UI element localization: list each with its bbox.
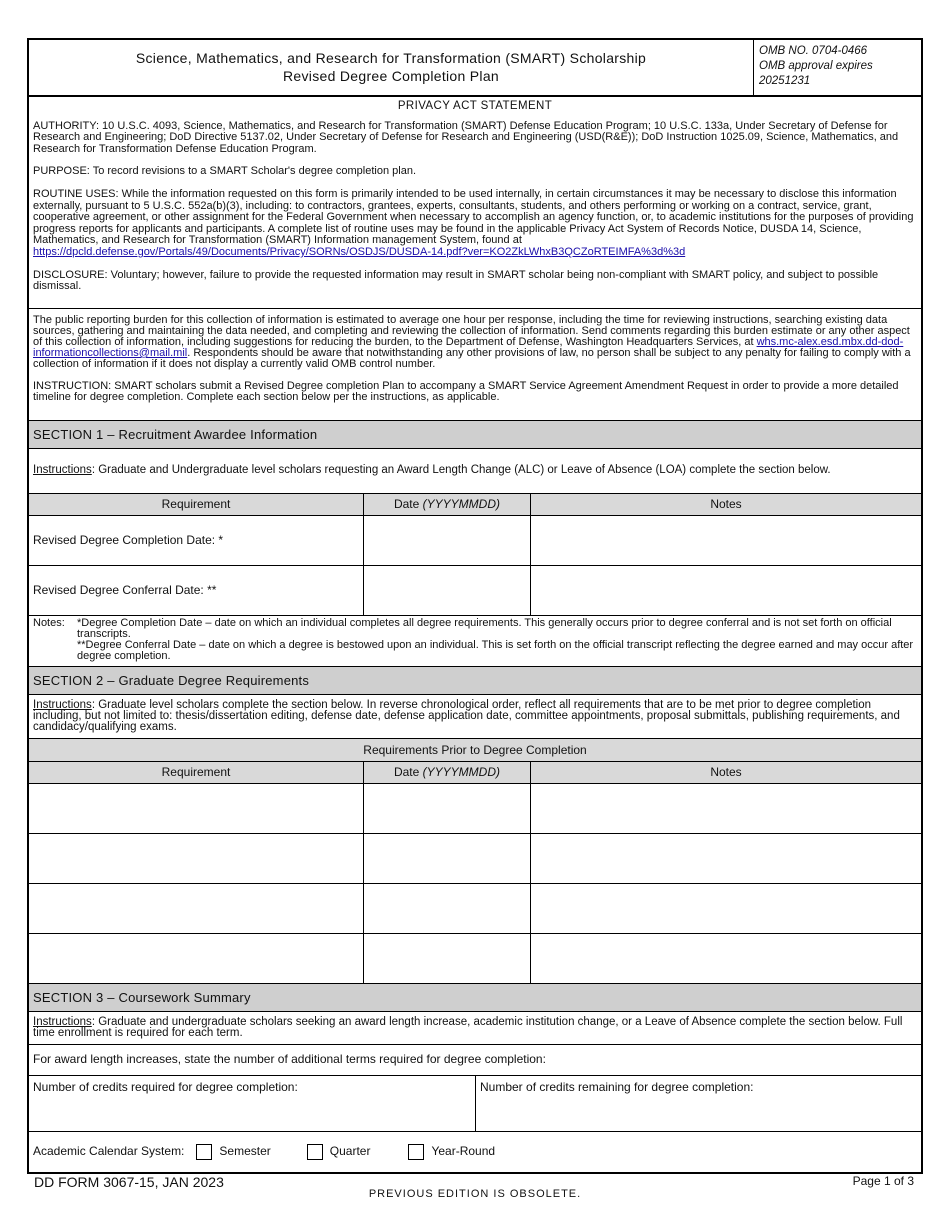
col-requirement: Requirement	[29, 762, 364, 783]
col-date	[364, 762, 531, 783]
obsolete-notice: PREVIOUS EDITION IS OBSOLETE.	[368, 1188, 582, 1200]
privacy-purpose: PURPOSE: To record revisions to a SMART Scholar's degree completion plan.	[33, 165, 417, 178]
section1-table-header	[29, 494, 921, 516]
year-round-label: Year-Round	[431, 1144, 496, 1159]
completion-date-notes-field[interactable]	[531, 516, 921, 565]
form-header	[29, 40, 921, 97]
col-date-label: Date	[393, 497, 420, 511]
form-title-line2: Revised Degree Completion Plan	[283, 68, 499, 84]
notes-field[interactable]	[531, 784, 921, 833]
credits-remaining-field[interactable]: Number of credits remaining for degree completion:	[480, 1080, 754, 1094]
omb-expires-label: OMB approval expires	[759, 60, 873, 72]
date-field[interactable]	[364, 834, 531, 883]
section1-instructions	[29, 449, 921, 494]
semester-checkbox[interactable]	[196, 1144, 212, 1160]
col-date	[364, 494, 531, 515]
col-date-label: Date	[393, 765, 420, 779]
quarter-option[interactable]	[307, 1144, 371, 1160]
notes-field[interactable]	[531, 934, 921, 983]
col-notes: Notes	[710, 765, 742, 779]
conferral-date-field[interactable]	[364, 566, 531, 615]
section1-notes	[29, 616, 921, 667]
section2-header: SECTION 2 – Graduate Degree Requirements	[29, 667, 921, 695]
omb-number: OMB NO. 0704-0466	[759, 45, 868, 57]
credits-row	[29, 1076, 921, 1132]
section2-instructions	[29, 695, 921, 739]
note-completion: *Degree Completion Date – date on which an individual completes all degree requirements. This generally occurs prior to degree conferral and is not set forth on official transcripts.	[77, 617, 892, 640]
form-title-line1: Science, Mathematics, and Research for Transformation (SMART) Scholarship	[135, 50, 647, 66]
requirement-field[interactable]	[29, 834, 364, 883]
privacy-authority: AUTHORITY: 10 U.S.C. 4093, Science, Mathematics, and Research for Transformation (SMART) Defense Education Program; 10 U.S.C. 133a, Under Secretary of Defense for Research and Engineering; DoD Directive 5137.02, Under Secretary of Defense for Research and Engineering (USD(R&E)); DoD Instruction 1025.09, Science, Mathematics, and Research for Transformation Defense Education Program.	[33, 119, 899, 155]
page-number: Page 1 of 3	[852, 1174, 914, 1188]
table-row	[29, 834, 921, 884]
requirement-field[interactable]	[29, 884, 364, 933]
section3-instructions	[29, 1012, 921, 1045]
table-row	[29, 784, 921, 834]
form-id: DD FORM 3067-15, JAN 2023	[34, 1174, 224, 1190]
table-row	[29, 566, 921, 616]
omb-expires-date: 20251231	[759, 75, 811, 87]
section1-header: SECTION 1 – Recruitment Awardee Information	[29, 421, 921, 449]
form-instruction: INSTRUCTION: SMART scholars submit a Revised Degree completion Plan to accompany a SMART Service Agreement Amendment Request in order to provide a more detailed timeline for degree completion. Complete each section below per the instructions, as applicable.	[33, 380, 899, 403]
date-field[interactable]	[364, 934, 531, 983]
col-requirement: Requirement	[29, 494, 364, 515]
year-round-option[interactable]	[408, 1144, 495, 1160]
section2-instructions-text: : Graduate level scholars complete the section below. In reverse chronological order, reflect all requirements that are to be met prior to degree completion including, but not limited to: thesis/dissertation editing, defense date, defense application date, committee appointments, proposal submittals, publishing requirements, and candidacy/qualifying exams.	[33, 699, 900, 733]
burden-text-before: The public reporting burden for this collection of information is estimated to average one hour per response, including the time for reviewing instructions, searching existing data sources, gathering and maintaining the data needed, and completing and reviewing the collection of information. Send comments regarding this burden estimate or any other aspect of this collection of information, including suggestions for reducing the burden, to the Department of Defense, Washington Headquarters Services, at	[33, 314, 910, 348]
quarter-label: Quarter	[329, 1144, 371, 1159]
section2-instructions-label: Instructions	[33, 699, 92, 711]
table-row	[29, 934, 921, 984]
conferral-date-notes-field[interactable]	[531, 566, 921, 615]
table-row	[29, 516, 921, 566]
section2-subheader: Requirements Prior to Degree Completion	[29, 739, 921, 762]
year-round-checkbox[interactable]	[408, 1144, 424, 1160]
notes-label: Notes:	[33, 617, 65, 629]
col-notes: Notes	[710, 497, 742, 511]
credits-required-field[interactable]: Number of credits required for degree completion:	[29, 1076, 476, 1131]
form-title	[29, 40, 753, 95]
section3-instructions-text: : Graduate and undergraduate scholars seeking an award length increase, academic institution change, or a Leave of Absence complete the section below. Full time enrollment is required for each term.	[33, 1016, 903, 1039]
burden-statement	[29, 309, 921, 421]
burden-email-link[interactable]: whs.mc-alex.esd.mbx.dd-dod-informationcollections@mail.mil	[33, 336, 904, 359]
table-row	[29, 884, 921, 934]
burden-text-after: . Respondents should be aware that notwithstanding any other provisions of law, no person shall be subject to any penalty for failing to comply with a collection of information if it does not display a currently valid OMB control number.	[33, 347, 911, 370]
privacy-act-statement	[29, 97, 921, 309]
section3-instructions-label: Instructions	[33, 1016, 92, 1028]
notes-field[interactable]	[531, 884, 921, 933]
col-date-format: (YYYYMMDD)	[422, 765, 501, 779]
semester-label: Semester	[219, 1144, 271, 1159]
note-row-1	[33, 618, 917, 640]
section2-table-header	[29, 762, 921, 784]
note-row-2	[33, 640, 917, 662]
privacy-routine-uses	[33, 189, 917, 259]
academic-calendar-row	[29, 1132, 921, 1172]
omb-box	[753, 40, 921, 95]
col-date-format: (YYYYMMDD)	[422, 497, 501, 511]
sorn-link[interactable]: https://dpcld.defense.gov/Portals/49/Documents/Privacy/SORNs/OSDJS/DUSDA-14.pdf?ver=KO2ZkLWhxB3QCZoRTEIMFA%3d%3d	[33, 245, 686, 258]
requirement-field[interactable]	[29, 934, 364, 983]
date-field[interactable]	[364, 784, 531, 833]
calendar-label: Academic Calendar System:	[33, 1144, 185, 1159]
section1-instructions-text: : Graduate and Undergraduate level scholars requesting an Award Length Change (ALC) or Leave of Absence (LOA) complete the section below.	[91, 464, 831, 476]
additional-terms-field[interactable]: For award length increases, state the number of additional terms required for degree completion:	[29, 1045, 921, 1076]
privacy-disclosure: DISCLOSURE: Voluntary; however, failure to provide the requested information may result in SMART scholar being non-compliant with SMART policy, and subject to possible dismissal.	[33, 268, 879, 293]
completion-date-label: Revised Degree Completion Date: *	[29, 516, 364, 565]
conferral-date-label: Revised Degree Conferral Date: **	[29, 566, 364, 615]
routine-uses-text: ROUTINE USES: While the information requested on this form is primarily intended to be used internally, in certain circumstances it may be necessary to disclose this information externally, pursuant to 5 U.S.C. 552a(b)(3), including: to contractors, grantees, experts, consultants, students, and others performing or working on a contract, service, grant, cooperative agreement, or other assignment for the Federal Government when necessary to accomplish an agency function, or, to academic institutions for the purposes of providing progress reports for applicants and participants. A complete list of routine uses may be found in the applicable Privacy Act System of Records Notice, DUSDA 14, Science, Mathematics, and Research for Transformation (SMART) Information management System, found at	[33, 187, 914, 247]
quarter-checkbox[interactable]	[307, 1144, 323, 1160]
form-container	[27, 38, 923, 1174]
requirement-field[interactable]	[29, 784, 364, 833]
note-conferral: **Degree Conferral Date – date on which a degree is bestowed upon an individual. This is set forth on the official transcript reflecting the degree earned and may occur after degree completion.	[77, 639, 914, 662]
privacy-title: PRIVACY ACT STATEMENT	[397, 100, 553, 112]
burden-text	[33, 315, 917, 370]
semester-option[interactable]	[196, 1144, 270, 1160]
section3-header: SECTION 3 – Coursework Summary	[29, 984, 921, 1012]
notes-field[interactable]	[531, 834, 921, 883]
completion-date-field[interactable]	[364, 516, 531, 565]
section1-instructions-label: Instructions	[33, 464, 92, 476]
date-field[interactable]	[364, 884, 531, 933]
